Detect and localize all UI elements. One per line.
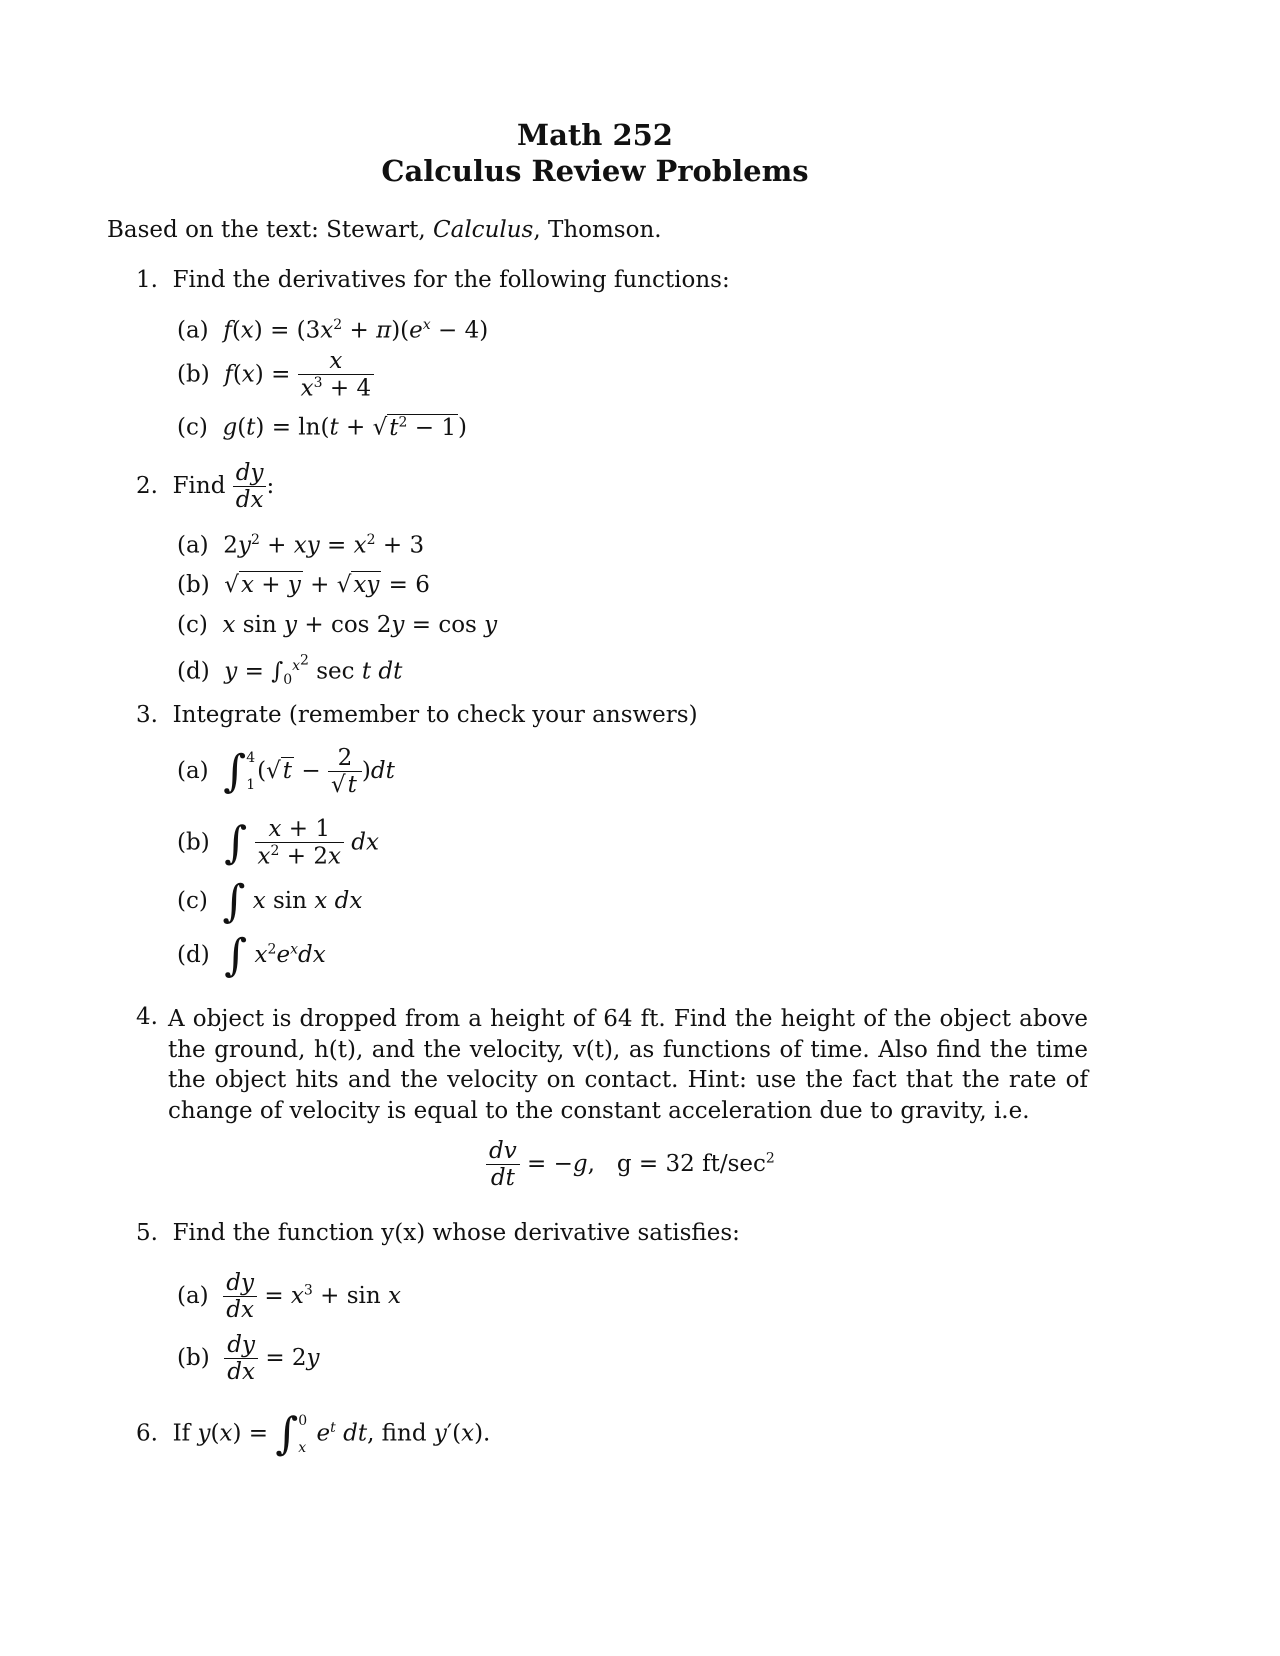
problem-3b: (b) ∫ $\frac{x + 1}{x^2 + 2x}$ dx <box>177 816 379 871</box>
problem-4-equation: $\frac{dv}{dt}$ = −g, g = 32 $ft/\sec^2$ <box>486 1138 775 1192</box>
dv-dt-fraction: $\frac{dv}{dt}$ <box>486 1138 520 1192</box>
problem-3c: (c) ∫ x sin x dx <box>177 876 363 927</box>
problem-5a: (a) $\frac{dy}{dx}$ = $x^3 + \sin x$ <box>177 1270 401 1324</box>
dy-dx-fraction: $\frac{dy}{dx}$ <box>233 460 267 514</box>
problem-2a: (a) $2y^2$ + xy = $x^2 + 3$ <box>177 532 425 559</box>
problem-3a: (a) ∫ 4 1 (√t − $\frac{2}{√t}$ )dt <box>177 745 395 799</box>
page-course: Math 252 <box>516 118 673 152</box>
problem-2d: (d) $y = \int_0^{x^2}$ sec t dt <box>177 652 403 688</box>
problem-6: 6. If y(x) = ∫ 0 x $e^t$ dt, find y′(x). <box>136 1408 491 1460</box>
problem-1a: (a) $f(x) = (3x^2 + \pi)(e^x - 4)$ <box>177 317 489 344</box>
intro-book: Calculus <box>433 217 534 243</box>
problem-1-heading: 1. Find the derivatives for the following functions: <box>136 267 730 293</box>
problem-2b: (b) √x + y + √xy = 6 <box>177 572 430 598</box>
page-title: Calculus Review Problems <box>381 154 809 188</box>
problem-1b-fraction: $\frac{x}{x^3 + 4}$ <box>298 348 374 403</box>
problem-3b-fraction: $\frac{x + 1}{x^2 + 2x}$ <box>255 816 344 871</box>
problem-3d: (d) ∫ $x^2e^xdx$ <box>177 930 326 981</box>
problem-4-text: A object is dropped from a height of 64 ft. Find the height of the object above the ground, h(t), and the velocity, v(t), as functions of time. Also find the time the object hits and the velocity on contact. Hint: use the fact that the rate of change of velocity is equal to the constant acceleration due to gravity, i.e. <box>168 1006 1088 1124</box>
problem-1b: (b) f(x) = $\frac{x}{x^3 + 4}$ <box>177 348 374 403</box>
problem-5b: (b) $\frac{dy}{dx}$ = 2y <box>177 1332 320 1386</box>
intro-line: Based on the text: Stewart, Calculus, Thomson. <box>107 217 662 243</box>
problem-2c: (c) x sin y + cos 2y = cos y <box>177 612 498 638</box>
problem-4-number: 4. <box>136 1004 158 1030</box>
problem-3-heading: 3. Integrate (remember to check your answers) <box>136 702 698 728</box>
problem-5-heading: 5. Find the function y(x) whose derivative satisfies: <box>136 1220 740 1246</box>
problem-3a-fraction: $\frac{2}{√t}$ <box>328 745 362 799</box>
problem-1c: (c) $g(t) = \ln(t + √t^2 - 1)$ <box>177 414 467 441</box>
problem-2-heading: 2. Find $\frac{dy}{dx}$ : <box>136 460 275 514</box>
